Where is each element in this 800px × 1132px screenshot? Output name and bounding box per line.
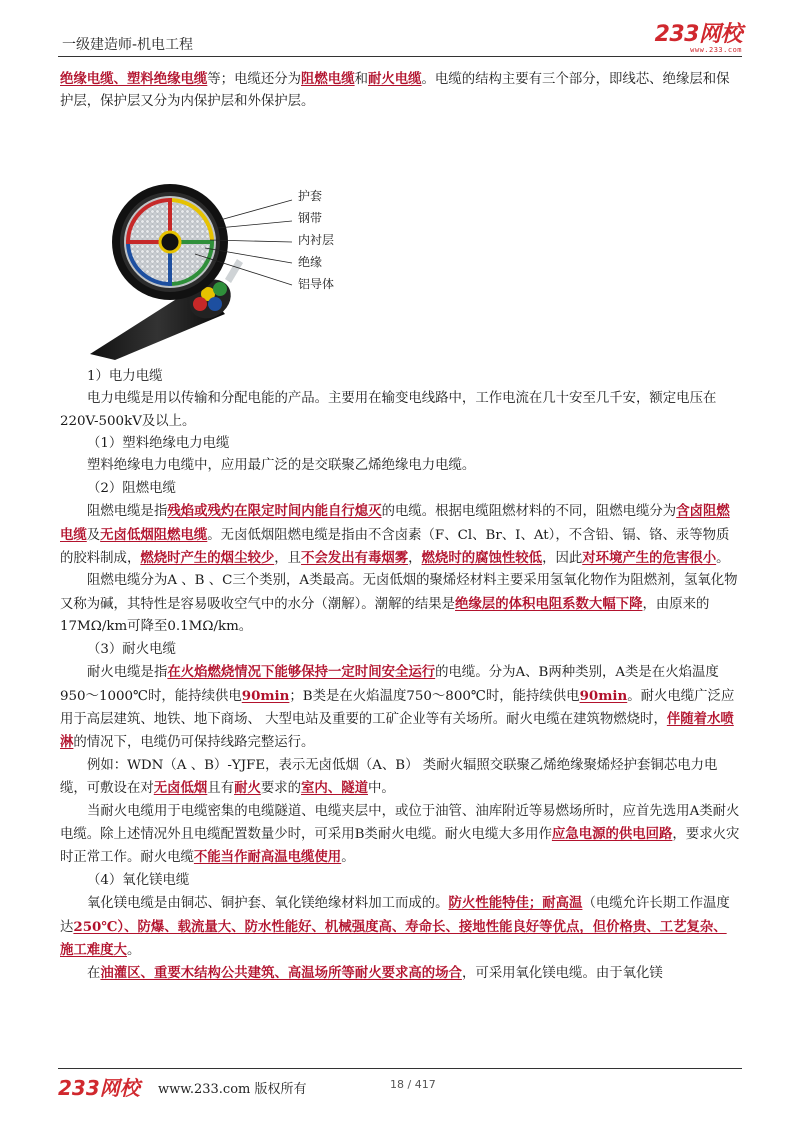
header-title: 一级建造师-机电工程 — [62, 37, 194, 53]
figure-label-insulation: 绝缘 — [298, 254, 323, 269]
highlighted-text: 残焰或残灼在限定时间内能自行熄灭 — [167, 503, 382, 520]
header-divider — [58, 56, 742, 57]
section-flame-retardant-paragraph-1 — [60, 500, 740, 570]
highlighted-text: 250℃）、防爆、载流量大、防水性能好、机械强度高、寿命长、接地性能良好等优点，但价格贵、工艺复杂、施工难度大 — [60, 918, 727, 958]
body-text: 且有 — [207, 781, 235, 797]
footer-divider — [58, 1068, 742, 1069]
body-text: 阻燃电缆分为A 、B 、C三个类别，A类最高。无卤低烟的聚烯烃材料主要采用氢氧化物作为阻燃剂，氢氧化物又称为碱，其特性是容易吸收空气中的水分（潮解）。潮解的结果是 — [60, 573, 738, 612]
header-logo-url: www.233.com — [690, 46, 742, 54]
body-text: 的情况下，电缆仍可保持线路完整运行。 — [73, 735, 315, 751]
body-text: 。电缆的结构主要有三个部分，即线芯、绝缘层和保护层，保护层又分为内保护层和外保护层。 — [60, 72, 730, 110]
section-flame-retardant-paragraph-2 — [60, 570, 740, 638]
figure-label-sheath: 护套 — [298, 188, 323, 203]
section-fire-resistant-paragraph-1 — [60, 661, 740, 755]
highlighted-text: 防火性能特佳；耐高温 — [448, 895, 583, 912]
section-plastic-insulated-body: 塑料绝缘电力电缆中，应用最广泛的是交联聚乙烯绝缘电力电缆。 — [87, 458, 476, 474]
highlighted-text: 含卤阻燃电缆 — [60, 503, 730, 543]
body-text: 。 — [716, 551, 730, 567]
section-fire-resistant-paragraph-2 — [60, 755, 740, 801]
section-power-cable-title: 1）电力电缆 — [87, 368, 163, 384]
footer-copyright: www.233.com 版权所有 — [158, 1082, 307, 1097]
header-logo — [655, 24, 742, 54]
body-text: 。耐火电缆广泛应用于高层建筑、地铁、地下商场、 大型电站及重要的工矿企业等有关场所。耐火电缆在建筑物燃烧时， — [60, 688, 735, 727]
section-magnesium-oxide-title: （4）氧化镁电缆 — [87, 872, 190, 888]
body-text: 要求的 — [260, 781, 302, 797]
highlighted-text: 阻燃电缆 — [301, 71, 355, 87]
body-text: ， — [408, 551, 422, 567]
body-text: 的电缆。根据电缆阻燃材料的不同，阻燃电缆分为 — [381, 504, 677, 520]
figure-label-aluminum-conductor: 铝导体 — [298, 276, 335, 291]
intro-paragraph — [60, 68, 740, 114]
body-text: 耐火电缆是指 — [87, 665, 168, 681]
body-text: ，可采用氧化镁电缆。由于氧化镁 — [461, 966, 663, 982]
highlighted-text: 室内、隧道 — [301, 780, 368, 797]
section-power-cable-body: 电力电缆是用以传输和分配电能的产品。主要用在输变电线路中，工作电流在几十安至几千安，额定电压在220V-500kV及以上。 — [60, 391, 717, 429]
body-text: 的电缆。分为A、B两种类别，A类是在火焰温度950～1000℃时，能持续供电 — [60, 665, 719, 704]
section-fire-resistant-title: （3）耐火电缆 — [87, 641, 176, 657]
highlighted-text: 绝缘层的体积电阻系数大幅下降 — [455, 595, 643, 612]
body-text: ，因此 — [542, 551, 583, 567]
highlighted-text: 90min — [241, 687, 290, 704]
highlighted-text: 对环境产生的危害很小 — [582, 550, 717, 567]
body-text: ，且 — [274, 551, 302, 567]
highlighted-text: 油灌区、重要木结构公共建筑、高温场所等耐火要求高的场合 — [100, 965, 462, 982]
body-text: ，由原来的17MΩ/km可降至0.1MΩ/km。 — [60, 596, 710, 635]
highlighted-text: 绝缘电缆、塑料绝缘电缆 — [60, 71, 208, 87]
footer-logo: 233网校 — [58, 1076, 140, 1100]
highlighted-text: 不会发出有毒烟雾 — [301, 550, 409, 567]
body-text: ；B类是在火焰温度750～800℃时，能持续供电 — [289, 688, 580, 704]
body-text: 氧化镁电缆是由铜芯、铜护套、氧化镁绝缘材料加工而成的。 — [87, 896, 449, 912]
highlighted-text: 在火焰燃烧情况下能够保持一定时间安全运行 — [167, 664, 436, 681]
body-text: 例如：WDN（A 、B）-YJFE，表示无卤低烟（A、B） 类耐火辐照交联聚乙烯绝缘聚烯烃护套铜芯电力电缆，可敷设在对 — [60, 757, 718, 797]
body-text: ，要求火灾时正常工作。耐火电缆 — [60, 826, 740, 866]
body-text: （电缆允许长期工作温度达 — [60, 896, 730, 935]
section-flame-retardant-title: （2）阻燃电缆 — [87, 480, 176, 496]
body-text: 。 — [126, 942, 141, 958]
section-magnesium-oxide-paragraph-2 — [60, 962, 740, 985]
highlighted-text: 应急电源的供电回路 — [551, 825, 673, 842]
body-text: 阻燃电缆是指 — [87, 504, 168, 520]
highlighted-text: 不能当作耐高温电缆使用 — [193, 849, 342, 866]
highlighted-text: 耐火电缆 — [367, 71, 422, 87]
highlighted-text: 伴随着水喷淋 — [60, 710, 734, 751]
highlighted-text: 燃烧时产生的烟尘较少 — [140, 550, 275, 567]
highlighted-text: 无卤低烟 — [153, 780, 208, 797]
body-text: 等；电缆还分为 — [207, 72, 302, 87]
highlighted-text: 无卤低烟阻燃电缆 — [100, 526, 208, 543]
page-header — [58, 24, 742, 54]
section-plastic-insulated-title: （1）塑料绝缘电力电缆 — [87, 436, 230, 452]
section-fire-resistant-paragraph-3 — [60, 801, 740, 870]
header-logo-text: 233网校 — [654, 22, 742, 47]
page-footer — [58, 1072, 742, 1102]
figure-label-steel-tape: 钢带 — [298, 210, 323, 225]
body-text: 。 — [341, 850, 355, 866]
body-text: 当耐火电缆用于电缆密集的电缆隧道、电缆夹层中，或位于油管、油库附近等易燃场所时，应首先选用A类耐火电缆。除上述情况外且电缆配置数量少时，可采用B类耐火电缆。耐火电缆大多用作 — [60, 803, 740, 842]
cable-figure — [60, 124, 740, 360]
highlighted-text: 90min — [579, 687, 628, 704]
body-text: 及 — [86, 527, 101, 543]
figure-label-inner-liner: 内衬层 — [298, 232, 335, 247]
body-text: 和 — [354, 72, 368, 87]
section-magnesium-oxide-paragraph-1 — [60, 892, 740, 962]
cable-cross-section — [112, 184, 228, 300]
body-text: 。无卤低烟阻燃电缆是指由不含卤素（F、Cl、Br、I、At），不含铅、镉、铬、汞等物质的胶料制成， — [60, 527, 730, 567]
page-number: 18 / 417 — [390, 1078, 436, 1091]
body-text: 中。 — [367, 781, 395, 797]
body-text: 在 — [87, 966, 101, 982]
highlighted-text: 耐火 — [234, 780, 261, 797]
document-body — [60, 68, 740, 986]
highlighted-text: 燃烧时的腐蚀性较低 — [421, 550, 543, 567]
